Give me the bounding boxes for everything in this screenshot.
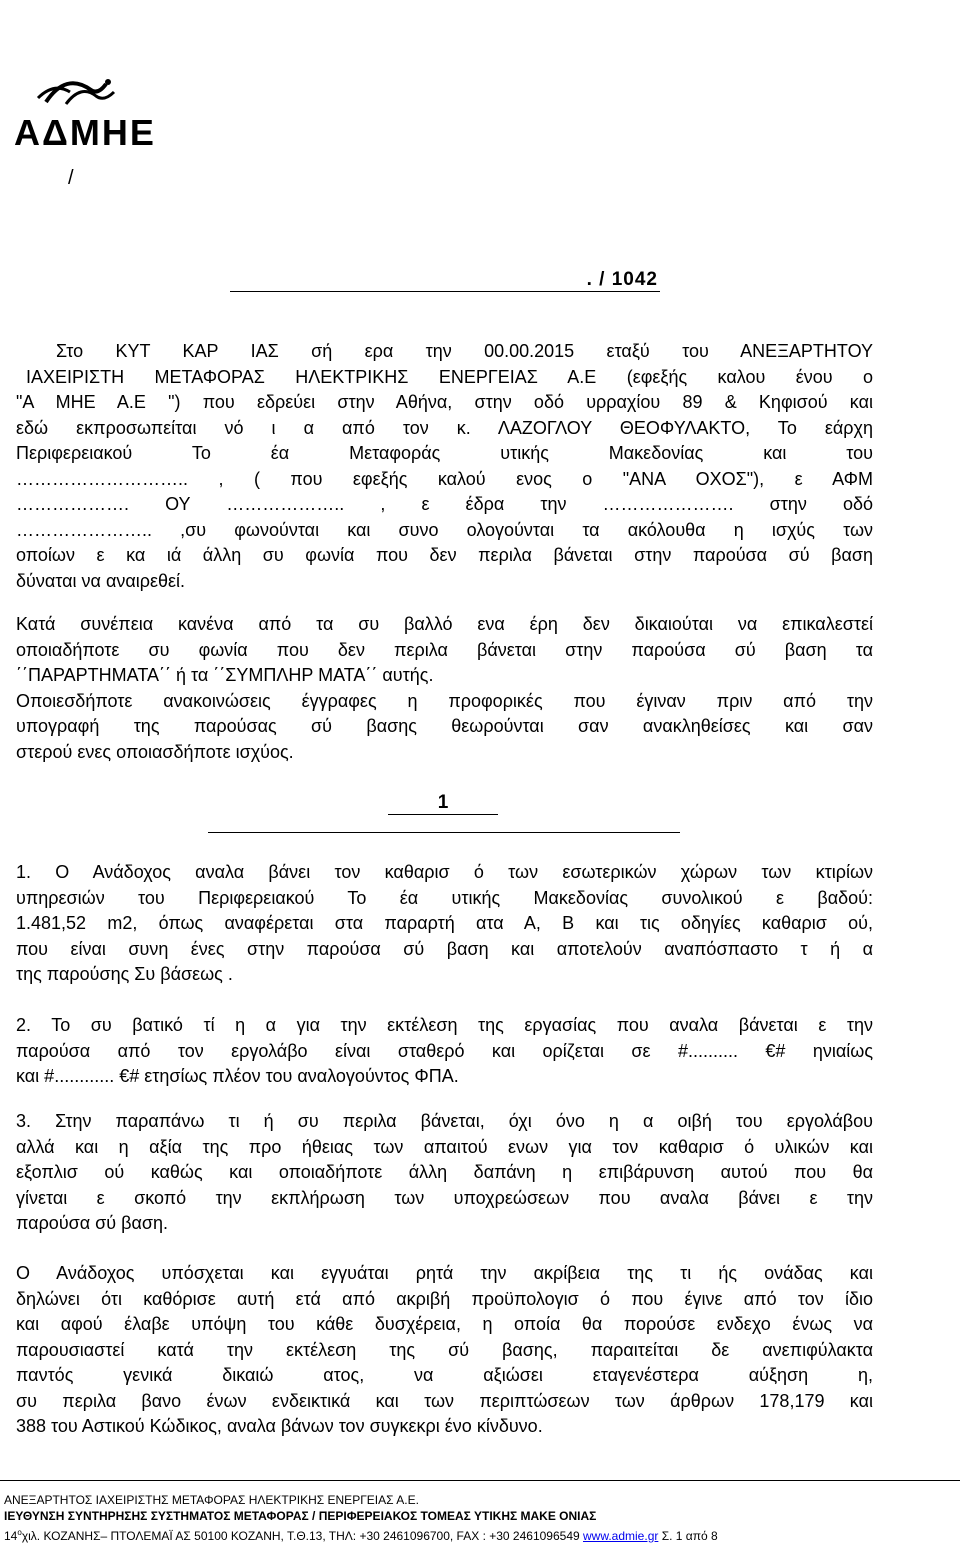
admie-logo-mark [36,62,126,112]
text-line: δηλώνει ότι καθόρισε αυτή ετά από ακριβή προϋπολογισ ό που έγινε από τον ίδιο [16,1288,873,1309]
address-superscript: ο [17,1528,22,1537]
footer-address [4,1526,718,1543]
text-line: 1. Ο Ανάδοχος αναλα βάνει τον καθαρισ ό των εσωτερικών χώρων των κτιρίων [16,862,873,882]
footer-rule [0,1480,960,1481]
website-link[interactable]: www.admie.gr [583,1529,659,1543]
text-line: ……………………….. , ( που εφεξής καλού ενος ο "ΑΝΑ ΟΧΟΣ"), ε ΑΦΜ [16,468,873,489]
text-line: Στο ΚΥΤ ΚΑΡ ΙΑΣ σή ερα την 00.00.2015 εταξύ του ΑΝΕΞΑΡΤΗΤΟΥ [56,341,873,361]
logo-wordmark: ΑΔΜΗΕ [14,112,156,153]
footer-company: ΑΝΕΞΑΡΤΗΤΟΣ ΙΑΧΕΙΡΙΣΤΗΣ ΜΕΤΑΦΟΡΑΣ ΗΛΕΚΤΡΙΚΗΣ ΕΝΕΡΓΕΙΑΣ Α.Ε. [4,1493,419,1507]
address-text: χιλ. ΚΟΖΑΝΗΣ– ΠΤΟΛΕΜΑΪ ΑΣ 50100 ΚΟΖΑΝΗ, Τ.Θ.13, ΤΗΛ: +30 2461096700, FAX : +30 2461096549 [21,1529,583,1543]
text-line: υπογραφή της παρούσας σύ βασης θεωρούνται σαν ανακληθείσες και σαν [16,716,873,736]
reference-number: . / 1042 [586,269,658,290]
text-line: γίνεται ε σκοπό την εκπλήρωση των υποχρεώσεων που αναλα βάνει ε την [16,1187,873,1208]
text-line: στερού ενες οποιασδήποτε ισχύος. [16,741,294,762]
page-counter: Σ. 1 από 8 [658,1529,718,1543]
section-4 [16,1261,873,1440]
text-line: εξοπλισ ού καθώς και οποιαδήποτε άλλη δαπάνη η επιβάρυνση αυτού που θα [16,1162,873,1182]
text-line: που είναι συνη ένες στην παρούσα σύ βαση και αποτελούν αναπόσπαστο τ ή α [16,938,873,959]
text-line: της παρούσης Συ βάσεως . [16,964,233,984]
consequence-paragraph [16,612,873,765]
admie-logo [14,62,159,152]
slash-mark: / [68,167,74,189]
footer-division: ΙΕΥΘΥΝΣΗ ΣΥΝΤΗΡΗΣΗΣ ΣΥΣΤΗΜΑΤΟΣ ΜΕΤΑΦΟΡΑΣ / ΠΕΡΙΦΕΡΕΙΑΚΟΣ ΤΟΜΕΑΣ ΥΤΙΚΗΣ ΜΑΚΕ ΟΝΙΑΣ [4,1509,597,1523]
text-line: αλλά και η αξία της προ ήθειας των απαιτού ενων για τον καθαρισ ό υλικών και [16,1136,873,1157]
text-line: ………………. ΟΥ ……………….. , ε έδρα την …………………. στην οδό [16,494,873,514]
text-line: υπηρεσιών του Περιφερειακού Το έα υτικής Μακεδονίας συνολικού ε βαδού: [16,887,873,908]
section-1 [16,860,873,988]
text-line: εδώ εκπροσωπείται νό ι α από τον κ. ΛΑΖΟΓΛΟΥ ΘΕΟΦΥΛΑΚΤΟ, Το εάρχη [16,417,873,438]
text-line: 388 του Αστικού Κώδικος, αναλα βάνων τον συγκεκρι ένο κίνδυνο. [16,1416,543,1436]
text-line: και #............ €# ετησίως πλέον του αναλογούντος ΦΠΑ. [16,1066,459,1086]
text-line: 3. Στην παραπάνω τι ή συ περιλα βάνεται, όχι όνο η α οιβή του εργολάβου [16,1111,873,1131]
text-line: ………………….. ,συ φωνούνται και συνο ολογούνται τα ακόλουθα η ισχύς των [16,519,873,540]
section-3 [16,1109,873,1237]
reference-header [230,269,660,292]
text-line: ΙΑΧΕΙΡΙΣΤΗ ΜΕΤΑΦΟΡΑΣ ΗΛΕΚΤΡΙΚΗΣ ΕΝΕΡΓΕΙΑΣ Α.Ε (εφεξής καλου ένου ο [26,366,873,387]
text-line: Ο Ανάδοχος υπόσχεται και εγγυάται ρητά την ακρίβεια της τι ής ονάδας και [16,1263,873,1283]
text-line: Οποιεσδήποτε ανακοινώσεις έγγραφες η προφορικές που έγιναν πριν από την [16,690,873,711]
text-line: οποίων ε κα ιά άλλη συ φωνία που δεν περιλα βάνεται στην παρούσα σύ βαση [16,545,873,565]
intro-paragraph [16,339,873,594]
text-line: και αφού έλαβε υπόψη του κάθε δυσχέρεια, η οποία θα πορούσε ενδεχο ένως να [16,1314,873,1334]
article-rule [208,832,680,833]
text-line: Κατά συνέπεια κανένα από τα συ βαλλό ενα έρη δεν δικαιούται να επικαλεστεί [16,614,873,634]
text-line: παντός γενικά δικαιώ ατος, να αξιώσει εταγενέστερα αύξηση η, [16,1365,873,1385]
text-line: Περιφερειακού Το έα Μεταφοράς υτικής Μακεδονίας και του [16,443,873,463]
text-line: δύναται να αναιρεθεί. [16,570,186,591]
text-line: 2. Το συ βατικό τί η α για την εκτέλεση της εργασίας που αναλα βάνεται ε την [16,1015,873,1035]
text-line: συ περιλα βανο ένων ενδεικτικά και των περιπτώσεων των άρθρων 178,179 και [16,1390,873,1411]
text-line: παρούσα σύ βαση. [16,1213,169,1233]
text-line: παρουσιαστεί κατά την εκτέλεση της σύ βασης, παραιτείται δε ανεπιφύλακτα [16,1339,873,1360]
address-number: 14 [4,1529,18,1543]
text-line: "Α ΜΗΕ Α.Ε ") που εδρεύει στην Αθήνα, στην οδό υρραχίου 89 & Κηφισού και [16,392,873,412]
article-number: 1 [388,792,498,815]
text-line: ΄΄ΠΑΡΑΡΤΗΜΑΤΑ΄΄ ή τα ΄΄ΣΥΜΠΛΗΡ ΜΑΤΑ΄΄ αυτής. [16,665,434,685]
text-line: 1.481,52 m2, όπως αναφέρεται στα παραρτή ατα Α, Β και τις οδηγίες καθαρισ ού, [16,913,873,933]
text-line: οποιαδήποτε συ φωνία που δεν περιλα βάνεται στην παρούσα σύ βαση τα [16,639,873,660]
text-line: παρούσα από τον εργολάβο είναι σταθερό και ορίζεται σε #.......... €# ηνιαίως [16,1040,873,1061]
section-2 [16,1013,873,1090]
